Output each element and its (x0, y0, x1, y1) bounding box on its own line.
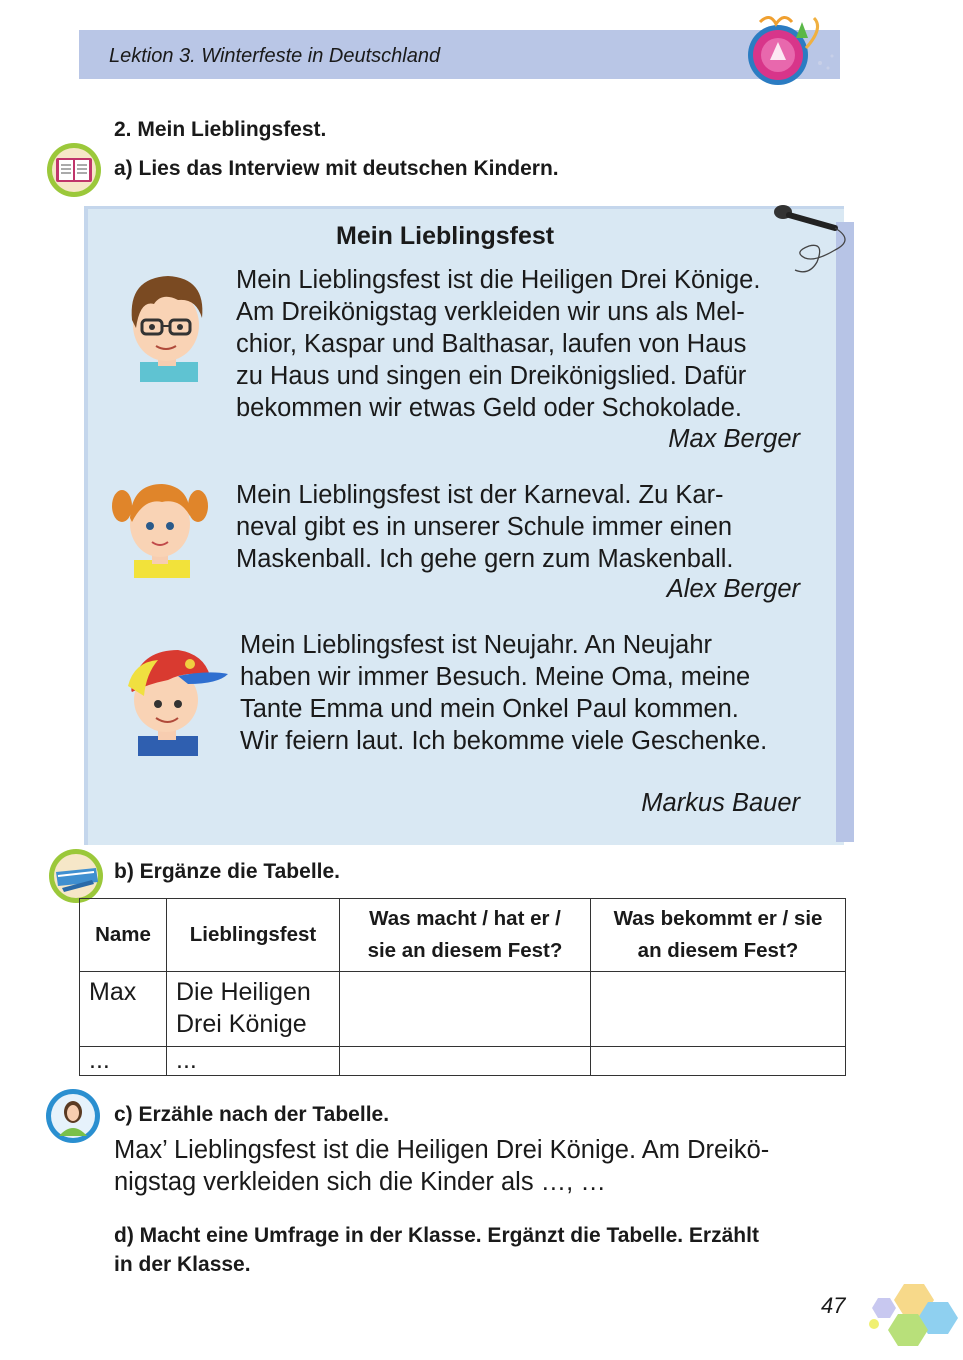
header-text: Was bekommt er / sie (613, 907, 823, 930)
lesson-header-bar (79, 30, 840, 79)
entry-max-line-4: zu Haus und singen ein Dreikönigslied. Dafür (236, 362, 747, 390)
lesson-title: Lektion 3. Winterfeste in Deutschland (109, 45, 441, 67)
table-cell-fest: ... (167, 1047, 340, 1076)
task-b-heading: b) Ergänze die Tabelle. (114, 860, 340, 883)
table-header-row (80, 899, 846, 972)
table-row (80, 1047, 846, 1076)
table-cell-empty[interactable] (591, 972, 846, 1047)
entry-max-line-3: chior, Kaspar und Balthasar, laufen von Haus (236, 330, 747, 358)
task-c-line-1: Max’ Lieblingsfest ist die Heiligen Drei Könige. Am Dreikö- (114, 1136, 770, 1164)
table-header-name (80, 899, 167, 972)
entry-max-line-1: Mein Lieblingsfest ist die Heiligen Drei Könige. (236, 266, 761, 294)
entry-max-line-5: bekommen wir etwas Geld oder Schokolade. (236, 394, 743, 422)
entry-max-author: Max Berger (668, 425, 800, 453)
hexagon-decoration (864, 1280, 963, 1360)
interview-box-edge (836, 222, 854, 842)
boy-with-glasses-illustration (118, 270, 213, 382)
girl-with-pigtails-illustration (110, 472, 210, 578)
task-2-heading: 2. Mein Lieblingsfest. (114, 118, 327, 141)
table-header-was-bekommt (591, 899, 846, 972)
pen-writing-icon (48, 848, 104, 904)
cell-line: Drei Könige (176, 1010, 307, 1038)
entry-markus-author: Markus Bauer (641, 789, 800, 817)
entry-markus-text (240, 629, 800, 757)
task-c-line-2: nigstag verkleiden sich die Kinder als …, … (114, 1168, 606, 1196)
table-cell-empty[interactable] (340, 1047, 591, 1076)
table-row (80, 972, 846, 1047)
task-d-line-1: d) Macht eine Umfrage in der Klasse. Ergänzt die Tabelle. Erzählt (114, 1224, 759, 1247)
entry-markus-line-1: Mein Lieblingsfest ist Neujahr. An Neujahr (240, 631, 713, 659)
table-header-lieblingsfest (167, 899, 340, 972)
table-cell-name: ... (80, 1047, 167, 1076)
interview-title: Mein Lieblingsfest (336, 222, 555, 250)
entry-alex-line-2: neval gibt es in unserer Schule immer einen (236, 513, 733, 541)
header-text: an diesem Fest? (637, 939, 799, 962)
entry-markus-line-4: Wir feiern laut. Ich bekomme viele Geschenke. (240, 727, 768, 755)
entry-alex-line-1: Mein Lieblingsfest ist der Karneval. Zu Kar- (236, 481, 724, 509)
header-text: Lieblingsfest (189, 923, 317, 946)
table-cell-empty[interactable] (591, 1047, 846, 1076)
entry-markus-line-3: Tante Emma und mein Onkel Paul kommen. (240, 695, 739, 723)
table-header-was-macht (340, 899, 591, 972)
task-c-example-text (114, 1134, 845, 1198)
table-cell-name: Max (80, 972, 167, 1047)
christmas-bauble-icon (740, 8, 840, 88)
task-d-instructions (114, 1221, 845, 1279)
entry-alex-line-3: Maskenball. Ich gehe gern zum Maskenball. (236, 545, 734, 573)
task-c-heading: c) Erzähle nach der Tabelle. (114, 1103, 390, 1126)
book-reading-icon (46, 142, 102, 198)
entry-alex-text (236, 479, 800, 575)
cell-line: Die Heiligen (176, 978, 311, 1006)
header-text: sie an diesem Fest? (367, 939, 563, 962)
task-d-line-2: in der Klasse. (114, 1253, 251, 1276)
header-text: Was macht / hat er / (369, 907, 561, 930)
boy-with-cap-illustration (118, 640, 230, 756)
table-cell-empty[interactable] (340, 972, 591, 1047)
header-text: Name (95, 923, 151, 946)
entry-max-line-2: Am Dreikönigstag verkleiden wir uns als Mel- (236, 298, 745, 326)
entry-alex-author: Alex Berger (666, 575, 800, 603)
table-cell-fest (167, 972, 340, 1047)
task-a-heading: a) Lies das Interview mit deutschen Kindern. (114, 157, 559, 180)
page-number: 47 (821, 1293, 846, 1318)
fest-table (79, 898, 846, 1076)
speaking-person-icon (45, 1088, 101, 1144)
entry-markus-line-2: haben wir immer Besuch. Meine Oma, meine (240, 663, 751, 691)
entry-max-text (236, 264, 800, 424)
